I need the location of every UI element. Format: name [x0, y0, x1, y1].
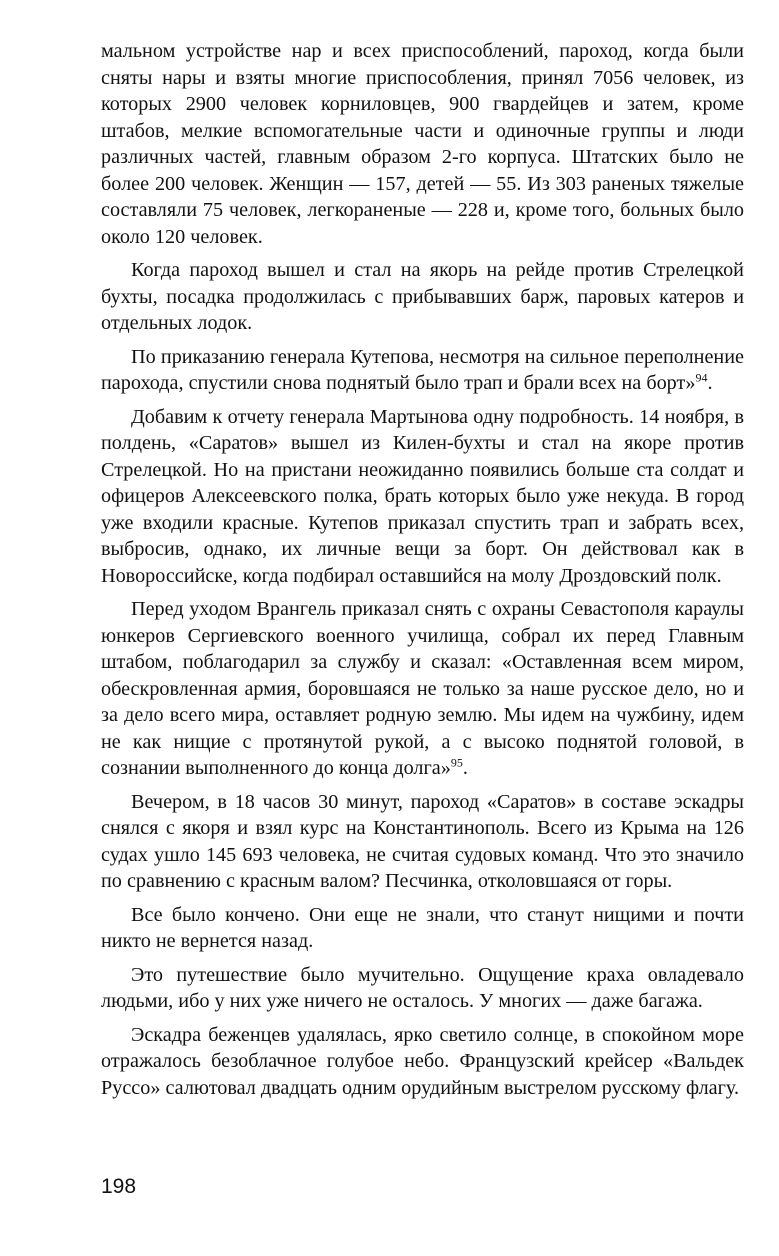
page-number: 198 — [101, 1175, 137, 1198]
footnote-marker[interactable]: 94 — [695, 370, 708, 385]
paragraph-text: Эскадра беженцев удалялась, ярко светило солнце, в спокойном море отражалось безоблачное голубое небо. Французский крейсер «Вальдек Руссо» салютовал двадцать одним орудийным выстрелом русскому флагу. — [101, 1023, 744, 1099]
paragraph — [101, 38, 744, 250]
paragraph — [101, 404, 744, 590]
paragraph-text: Все было кончено. Они еще не знали, что станут нищими и почти никто не вернется назад. — [101, 903, 744, 952]
paragraph-text-end: . — [462, 757, 468, 779]
paragraph-text: мальном устройстве нар и всех приспособлений, пароход, когда были сняты нары и взяты многие приспособления, принял 7056 человек, из которых 2900 человек корниловцев, 900 гвардейцев и затем, кроме штабов, мелкие вспомогательные части и одиночные группы и люди различных частей, главным образом 2-го корпуса. Штатских было не более 200 человек. Женщин — 157, детей — 55. Из 303 раненых тяжелые составляли 75 человек, легкораненые — 228 и, кроме того, больных было около 120 человек. — [101, 40, 744, 248]
paragraph-text: Когда пароход вышел и стал на якорь на рейде против Стрелецкой бухты, посадка продолжилась с прибывавших барж, паровых катеров и отдельных лодок. — [101, 259, 744, 334]
paragraph-text: Перед уходом Врангель приказал снять с охраны Севастополя караулы юнкеров Сергиевского военного училища, собрал их перед Главным штабом, поблагодарил за службу и сказал: «Оставленная всем миром, обескровленная армия, боровшаяся не только за наше русское дело, но и за дело всего мира, оставляет родную землю. Мы идем на чужбину, идем не как нищие с протянутой рукой, а с высоко поднятой головой, в сознании выполненного до конца долга» — [101, 598, 744, 779]
paragraph — [101, 789, 744, 895]
paragraph — [101, 1022, 744, 1102]
paragraph-text: Добавим к отчету генерала Мартынова одну подробность. 14 ноября, в полдень, «Саратов» вышел из Килен-бухты и стал на якоре против Стрелецкой. Но на пристани неожиданно появились больше ста солдат и офицеров Алексеевского полка, брать которых было уже некуда. В город уже входили красные. Кутепов приказал спустить трап и забрать всех, выбросив, однако, их личные вещи за борт. Он действовал как в Новороссийске, когда подбирал оставшийся на молу Дроздовский полк. — [101, 405, 744, 587]
paragraph — [101, 257, 744, 337]
paragraph-text: Это путешествие было мучительно. Ощущение краха овладевало людьми, ибо у них уже ничего не осталось. У многих — даже багажа. — [101, 963, 744, 1012]
paragraph — [101, 596, 744, 782]
paragraph-text: Вечером, в 18 часов 30 минут, пароход «Саратов» в составе эскадры снялся с якоря и взял курс на Константинополь. Всего из Крыма на 126 судах ушло 145 693 человека, не считая судовых команд. Что это значило по сравнению с красным валом? Песчинка, отколовшаяся от горы. — [101, 790, 744, 892]
paragraph-text-end: . — [707, 372, 713, 394]
paragraph — [101, 962, 744, 1015]
paragraph — [101, 344, 744, 397]
paragraph-text: По приказанию генерала Кутепова, несмотря на сильное переполнение парохода, спустили снова поднятый было трап и брали всех на борт» — [101, 345, 744, 394]
body-text — [101, 38, 744, 1108]
paragraph — [101, 902, 744, 955]
footnote-marker[interactable]: 95 — [450, 755, 463, 770]
